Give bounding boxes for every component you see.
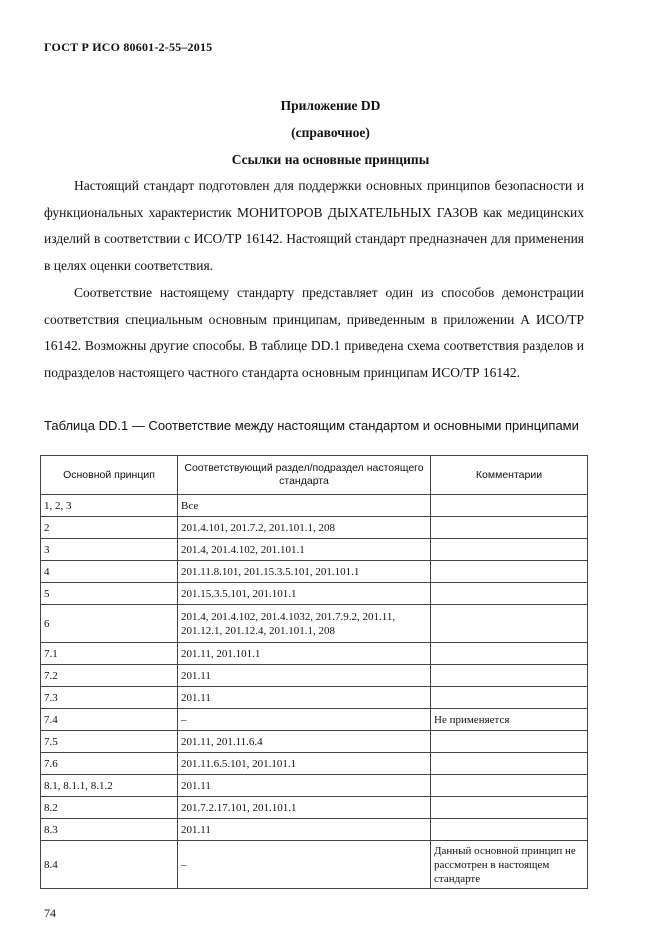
table-row [41, 687, 588, 709]
cell-section: Все [178, 495, 431, 517]
cell-principle: 6 [41, 605, 178, 643]
cell-section: 201.7.2.17.101, 201.101.1 [178, 797, 431, 819]
cell-comment [431, 583, 588, 605]
paragraph-1: Настоящий стандарт подготовлен для поддержки основных принципов безопасности и функциональных характеристик МОНИТОРОВ ДЫХАТЕЛЬНЫХ ГАЗОВ как медицинских изделий в соответствии с ИСО/ТР 16142. Настоящий стандарт предназначен для применения в целях оценки соответствия. [44, 178, 584, 274]
paragraph-2: Соответствие настоящему стандарту представляет один из способов демонстрации соответствия специальным основным принципам, приведенным в приложении А ИСО/ТР 16142. Возможны другие способы. В таблице DD.1 приведена схема соответствия разделов и подразделов настоящего частного стандарта основным принципам ИСО/ТР 16142. [44, 285, 584, 381]
cell-section: 201.11 [178, 819, 431, 841]
header-section: Соответствующий раздел/подраздел настоящего стандарта [178, 456, 431, 495]
table-header-row [41, 456, 588, 495]
cell-section: 201.15.3.5.101, 201.101.1 [178, 583, 431, 605]
cell-principle: 8.4 [41, 841, 178, 889]
page-number: 74 [44, 906, 56, 920]
table-row [41, 495, 588, 517]
cell-principle: 5 [41, 583, 178, 605]
document-header: ГОСТ Р ИСО 80601-2-55–2015 [44, 40, 213, 54]
cell-section: 201.11.8.101, 201.15.3.5.101, 201.101.1 [178, 561, 431, 583]
table-row [41, 841, 588, 889]
table-row [41, 819, 588, 841]
table-row [41, 731, 588, 753]
table-row [41, 583, 588, 605]
table-row [41, 517, 588, 539]
cell-section: – [178, 709, 431, 731]
cell-section: – [178, 841, 431, 889]
cell-principle: 7.3 [41, 687, 178, 709]
cell-comment [431, 819, 588, 841]
table-row [41, 605, 588, 643]
cell-comment: Данный основной принцип не рассмотрен в настоящем стандарте [431, 841, 588, 889]
cell-comment [431, 775, 588, 797]
table-row [41, 753, 588, 775]
cell-comment [431, 605, 588, 643]
cell-section: 201.4.101, 201.7.2, 201.101.1, 208 [178, 517, 431, 539]
cell-comment [431, 753, 588, 775]
cell-comment: Не применяется [431, 709, 588, 731]
cell-section: 201.11, 201.101.1 [178, 643, 431, 665]
cell-principle: 7.6 [41, 753, 178, 775]
cell-section: 201.4, 201.4.102, 201.4.1032, 201.7.9.2, 201.11, 201.12.1, 201.12.4, 201.101.1, 208 [178, 605, 431, 643]
cell-comment [431, 731, 588, 753]
table-row [41, 561, 588, 583]
cell-comment [431, 495, 588, 517]
correspondence-table [40, 455, 588, 889]
table-row [41, 665, 588, 687]
table-row [41, 709, 588, 731]
cell-comment [431, 797, 588, 819]
annex-heading: Ссылки на основные принципы [231, 152, 430, 167]
table-row [41, 643, 588, 665]
cell-principle: 3 [41, 539, 178, 561]
cell-section: 201.11 [178, 775, 431, 797]
cell-comment [431, 643, 588, 665]
cell-comment [431, 665, 588, 687]
cell-comment [431, 517, 588, 539]
table-row [41, 539, 588, 561]
cell-comment [431, 561, 588, 583]
table-row [41, 797, 588, 819]
cell-section: 201.11.6.5.101, 201.101.1 [178, 753, 431, 775]
cell-principle: 2 [41, 517, 178, 539]
annex-status: (справочное) [291, 125, 370, 140]
header-comments: Комментарии [431, 456, 588, 495]
cell-principle: 1, 2, 3 [41, 495, 178, 517]
cell-principle: 8.1, 8.1.1, 8.1.2 [41, 775, 178, 797]
cell-principle: 4 [41, 561, 178, 583]
cell-principle: 8.3 [41, 819, 178, 841]
cell-principle: 7.1 [41, 643, 178, 665]
cell-principle: 8.2 [41, 797, 178, 819]
cell-principle: 7.5 [41, 731, 178, 753]
table-caption: Таблица DD.1 — Соответствие между настоящим стандартом и основными принципами [44, 418, 579, 433]
header-principle: Основной принцип [41, 456, 178, 495]
cell-comment [431, 539, 588, 561]
cell-section: 201.11, 201.11.6.4 [178, 731, 431, 753]
cell-section: 201.11 [178, 665, 431, 687]
cell-comment [431, 687, 588, 709]
table-row [41, 775, 588, 797]
cell-principle: 7.4 [41, 709, 178, 731]
cell-section: 201.4, 201.4.102, 201.101.1 [178, 539, 431, 561]
annex-title: Приложение DD [280, 98, 381, 113]
cell-principle: 7.2 [41, 665, 178, 687]
cell-section: 201.11 [178, 687, 431, 709]
